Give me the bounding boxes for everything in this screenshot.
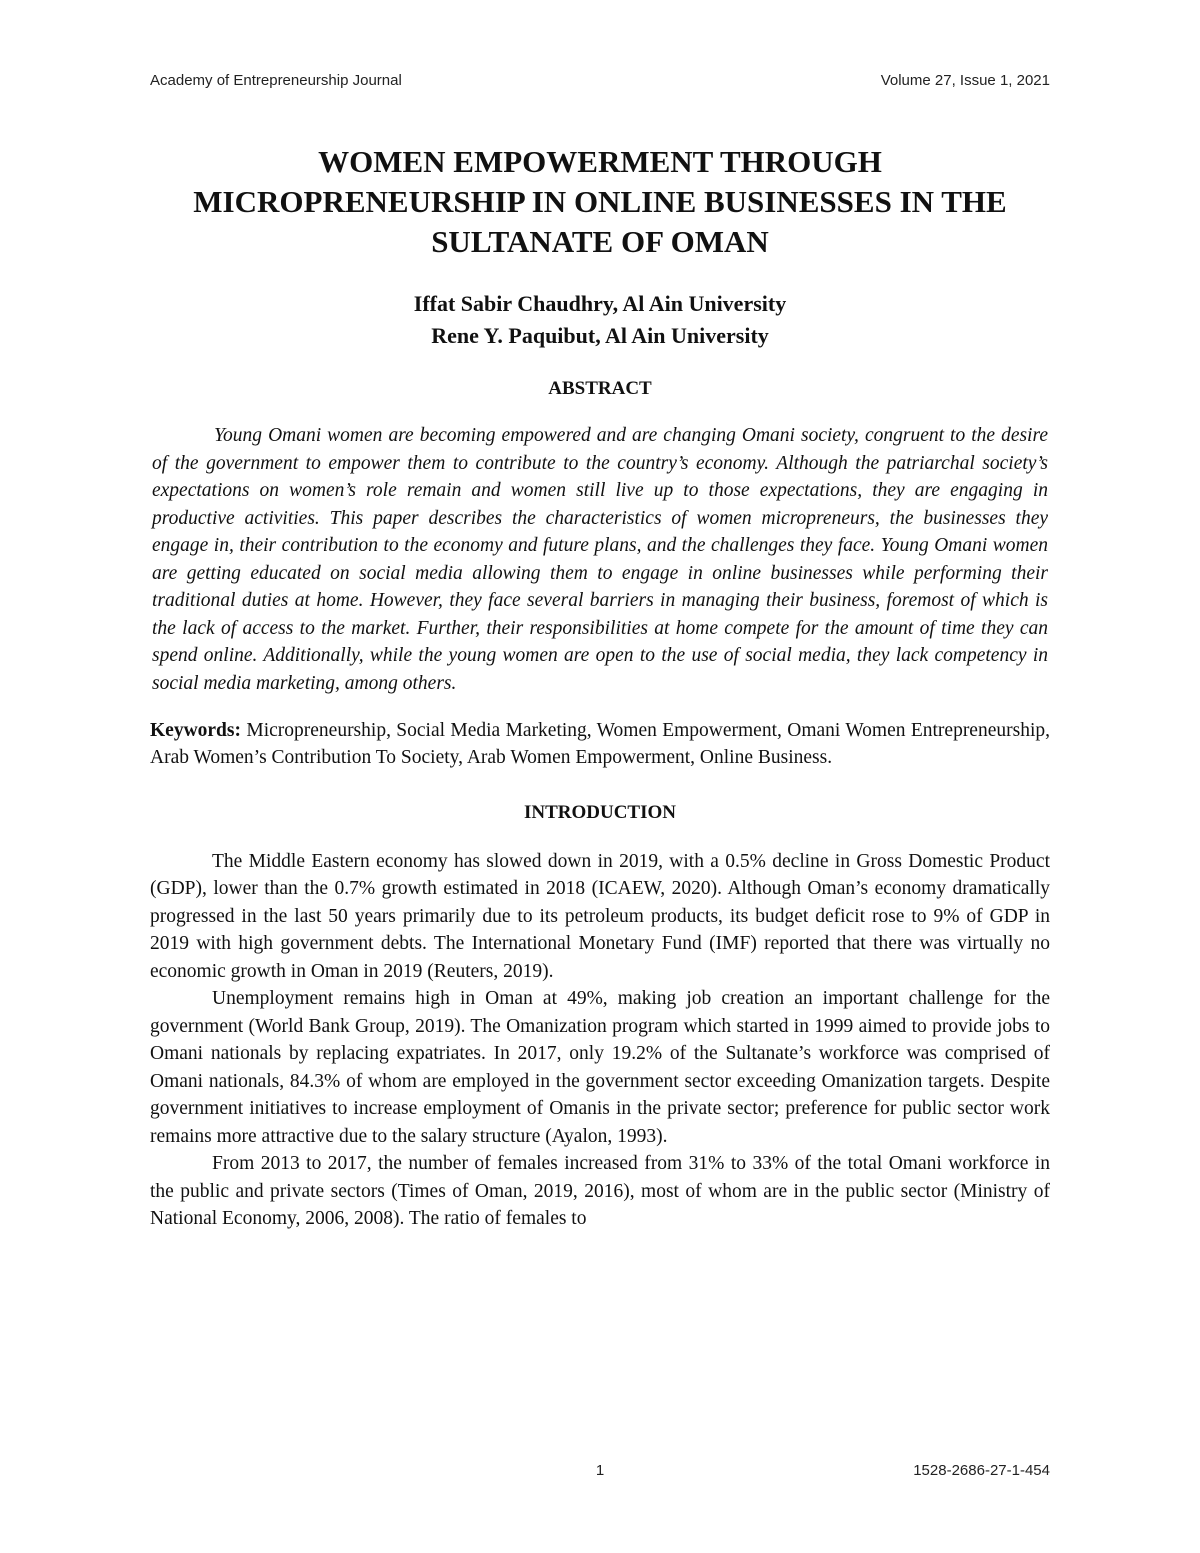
abstract-text: Young Omani women are becoming empowered and are changing Omani society, congruent to the desire of the government to empower them to contribute to the country’s economy. Although the patriarchal society’s expectations on women’s role remain and women still live up to those expectations, they are engaging in productive activities. This paper describes the characteristics of women micropreneurs, the businesses they engage in, their contribution to the economy and future plans, and the challenges they face. Young Omani women are getting educated on social media allowing them to engage in online businesses while performing their traditional duties at home. However, they face several barriers in managing their business, foremost of which is the lack of access to the market. Further, their responsibilities at home compete for the amount of time they can spend online. Additionally, while the young women are open to the use of social media, they lack competency in social media marketing, among others. xyxy=(152,425,1048,694)
intro-paragraph-3: From 2013 to 2017, the number of females increased from 31% to 33% of the total Omani workforce in the public and private sectors (Times of Oman, 2019, 2016), most of whom are in the public sector (Ministry of National Economy, 2006, 2008). The ratio of females to xyxy=(150,1153,1050,1229)
keywords-text: Micropreneurship, Social Media Marketing, Women Empowerment, Omani Women Entrepreneurship, Arab Women’s Contribution To Society, Arab Women Empowerment, Online Business. xyxy=(150,719,1050,768)
author-2: Rene Y. Paquibut, Al Ain University xyxy=(431,323,769,348)
page-number: 1 xyxy=(595,1462,605,1479)
volume-issue: Volume 27, Issue 1, 2021 xyxy=(880,72,1050,89)
abstract-heading: ABSTRACT xyxy=(548,378,652,399)
intro-paragraph-2: Unemployment remains high in Oman at 49%, making job creation an important challenge for the government (World Bank Group, 2019). The Omanization program which started in 1999 aimed to provide jobs to Omani nationals by replacing expatriates. In 2017, only 19.2% of the Sultanate’s workforce was comprised of Omani nationals, 84.3% of whom are employed in the government sector exceeding Omanization targets. Despite government initiatives to increase employment of Omanis in the private sector; preference for public sector work remains more attractive due to the salary structure (Ayalon, 1993). xyxy=(150,988,1050,1147)
article-code: 1528-2686-27-1-454 xyxy=(913,1462,1050,1479)
intro-paragraph-1: The Middle Eastern economy has slowed down in 2019, with a 0.5% decline in Gross Domestic Product (GDP), lower than the 0.7% growth estimated in 2018 (ICAEW, 2020). Although Oman’s economy dramatically progressed in the last 50 years primarily due to its petroleum products, its budget deficit rose to 9% of GDP in 2019 with high government debts. The International Monetary Fund (IMF) reported that there was virtually no economic growth in Oman in 2019 (Reuters, 2019). xyxy=(150,850,1050,982)
keywords xyxy=(150,717,1050,772)
author-list xyxy=(150,288,1050,352)
keywords-label: Keywords: xyxy=(150,719,241,741)
article-body xyxy=(150,142,1050,1233)
introduction-heading: INTRODUCTION xyxy=(523,801,677,823)
article-title: WOMEN EMPOWERMENT THROUGH MICROPRENEURSHIP IN ONLINE BUSINESSES IN THE SULTANATE OF OMAN xyxy=(193,144,1007,259)
author-1: Iffat Sabir Chaudhry, Al Ain University xyxy=(413,291,787,316)
running-header xyxy=(150,72,1050,89)
running-footer xyxy=(150,1462,1050,1479)
journal-name: Academy of Entrepreneurship Journal xyxy=(150,72,402,89)
introduction-section xyxy=(150,848,1050,1233)
